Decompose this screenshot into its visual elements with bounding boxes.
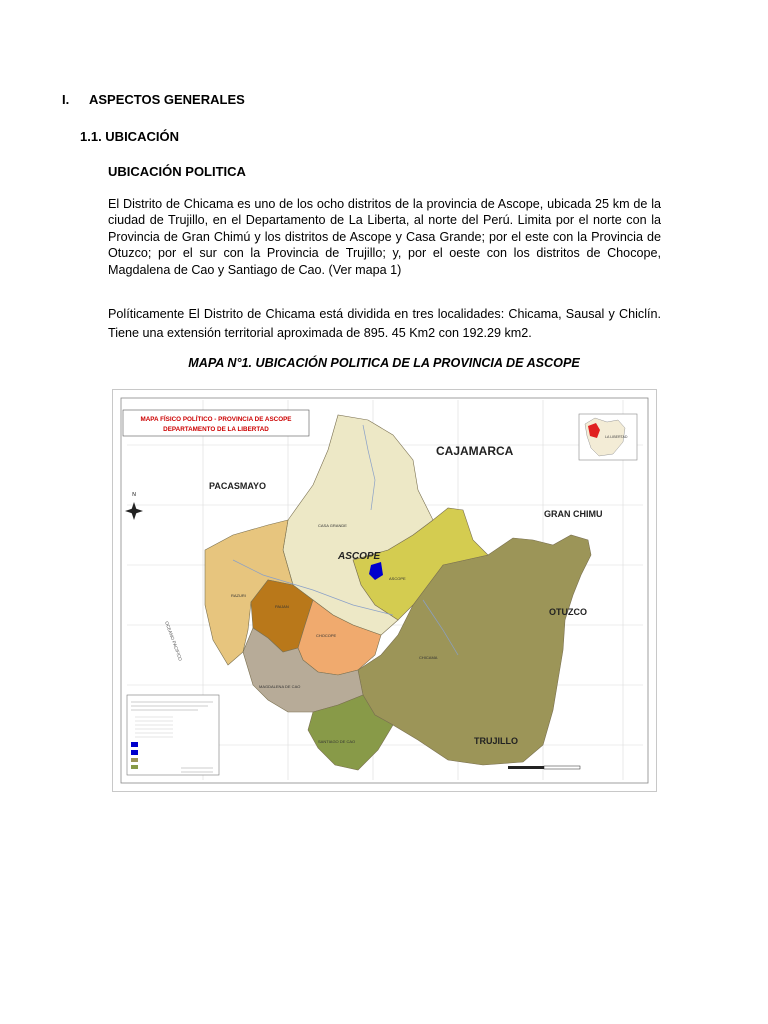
section-number: I. [62,92,70,107]
label-razuri: RAZURI [231,593,246,598]
label-paijan: PAIJAN [275,604,289,609]
label-chocope: CHOCOPE [316,633,337,638]
label-gran-chimu: GRAN CHIMU [544,509,603,519]
label-otuzco: OTUZCO [549,607,587,617]
label-casa-grande: CASA GRANDE [318,523,347,528]
map-title-line2: DEPARTAMENTO DE LA LIBERTAD [163,426,269,433]
ocean-label: OCEANO PACIFICO [164,620,184,662]
section-heading [62,92,245,107]
map-legend [127,695,219,775]
label-province-ascope: ASCOPE [338,551,381,562]
district-polygons [205,415,591,770]
inset-label: LA LIBERTAD [605,435,628,439]
section-title: ASPECTOS GENERALES [89,92,245,107]
subheading: UBICACIÓN POLITICA [108,164,246,179]
paragraph-2: Políticamente El Distrito de Chicama está dividida en tres localidades: Chicama, Sausal y Chiclín. Tiene una extensión territorial aproximada de 895. 45 Km2 con 192.29 km2. [108,307,661,340]
label-ascope-district: ASCOPE [389,576,406,581]
label-santiago: SANTIAGO DE CAO [318,739,356,744]
map-caption: MAPA N°1. UBICACIÓN POLITICA DE LA PROVINCIA DE ASCOPE [188,356,580,370]
label-pacasmayo: PACASMAYO [209,481,267,491]
subsection-heading: 1.1. UBICACIÓN [80,129,179,144]
label-chicama: CHICAMA [419,655,438,660]
paragraph-1: El Distrito de Chicama es uno de los ocho distritos de la provincia de Ascope, ubicada 25 km de la ciudad de Trujillo, en el Departamento de La Liberta, al norte del Perú. Limita por el norte con la Provincia de Gran Chimú y los distritos de Ascope y Casa Grande; por el este con la Provincia de Otuzco; por el sur con la Provincia de Trujillo; y, por el oeste con los distritos de Chocope, Magdalena de Cao y Santiago de Cao. (Ver mapa 1) [108,197,661,277]
compass-north-label: N [132,492,136,498]
map-svg [113,390,656,791]
label-magdalena: MAGDALENA DE CAO [259,684,301,689]
scale-bar [508,766,580,769]
province-map [112,389,657,792]
label-cajamarca: CAJAMARCA [436,444,514,458]
label-trujillo: TRUJILLO [474,736,518,746]
map-title-line1: MAPA FÍSICO POLÍTICO - PROVINCIA DE ASCOPE [140,416,292,423]
